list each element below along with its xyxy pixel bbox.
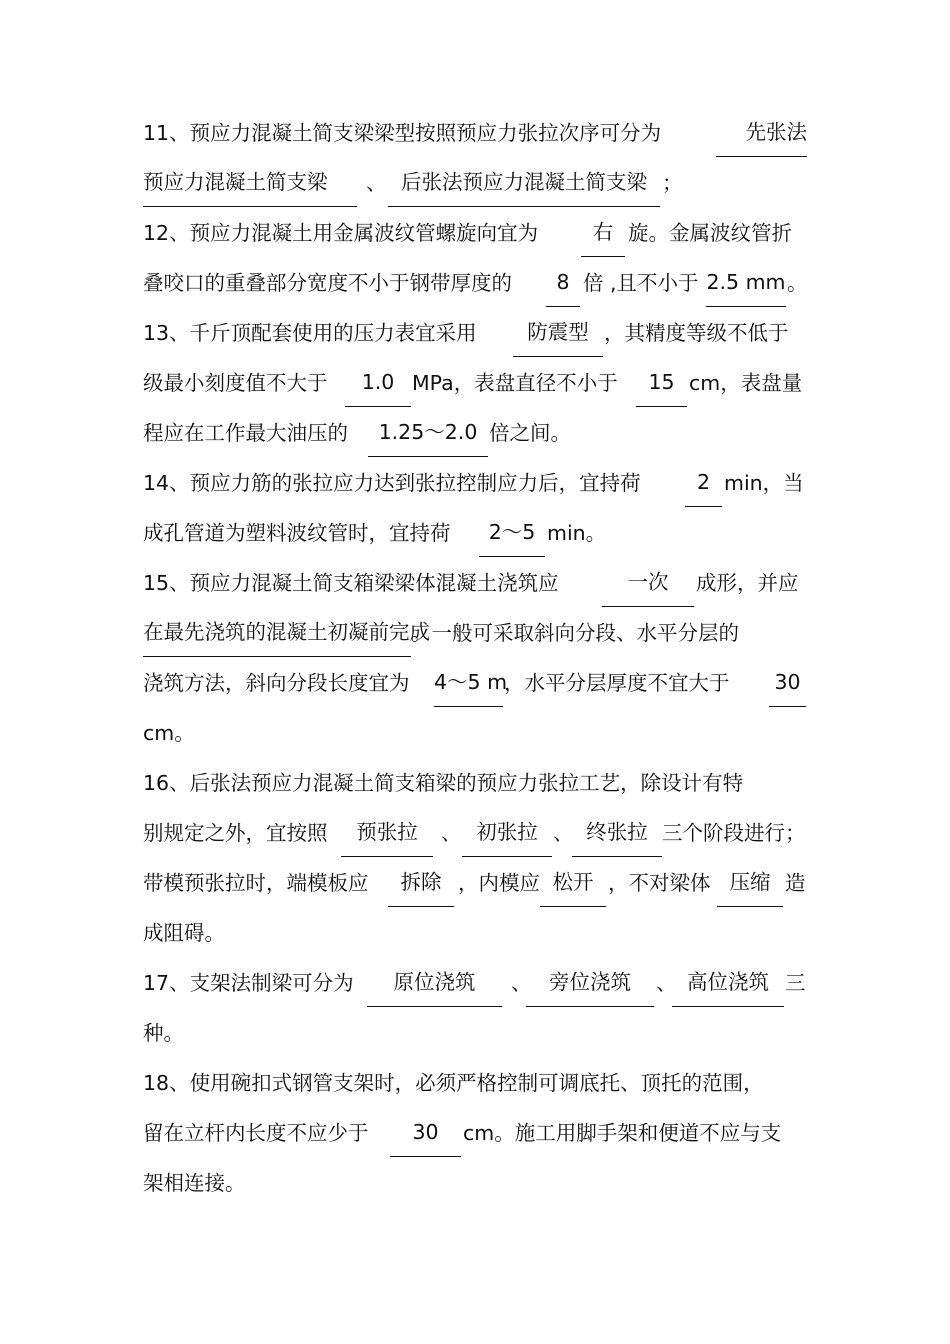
q15-line-2 (0, 608, 950, 658)
q15-answer-2: 在最先浇筑的混凝土初凝前完成 (143, 608, 411, 657)
q12-answer-3: 2.5 mm (706, 258, 786, 307)
q16-line-1 (0, 758, 950, 808)
q16-line-2 (0, 808, 950, 858)
q18-line-3 (0, 1158, 950, 1208)
q17-text: 、 (656, 971, 677, 995)
q17-line-2 (0, 1008, 950, 1058)
q18-text: cm。施工用脚手架和便道不应与支 (463, 1121, 782, 1145)
q14-line-1 (0, 458, 950, 508)
q14-text: 14、预应力筋的张拉应力达到张拉控制应力后，宜持荷 (143, 471, 641, 495)
q15-answer-1: 一次 (602, 558, 694, 607)
q11-line-1 (0, 108, 950, 158)
q13-text: cm，表盘量 (689, 371, 803, 395)
q16-text: 成阻碍。 (143, 921, 225, 945)
q16-text: 16、后张法预应力混凝土简支箱梁的预应力张拉工艺，除设计有特 (143, 771, 744, 795)
q11-answer-1b: 预应力混凝土简支梁 (143, 158, 357, 207)
q16-answer-1: 预张拉 (341, 808, 433, 857)
q12-line-1 (0, 208, 950, 258)
q12-text: 。 (787, 271, 808, 295)
q12-line-2 (0, 258, 950, 308)
q13-line-2 (0, 358, 950, 408)
q16-text: ，不对梁体 (608, 871, 711, 895)
q12-answer-1: 右 (581, 208, 625, 257)
q18-answer-1: 30 (390, 1108, 461, 1157)
q15-line-3 (0, 658, 950, 708)
q16-answer-2: 初张拉 (462, 808, 552, 857)
q12-answer-2: 8 (546, 258, 580, 307)
q16-line-3 (0, 858, 950, 908)
q13-line-3 (0, 408, 950, 458)
q11-text: 、 (366, 171, 387, 195)
q15-line-1 (0, 558, 950, 608)
q17-answer-3: 高位浇筑 (672, 958, 784, 1007)
q16-answer-3: 终张拉 (572, 808, 662, 857)
q11-answer-1a: 先张法 (716, 108, 807, 157)
q13-answer-4: 1.25～2.0 (368, 408, 488, 457)
q15-text: cm。 (143, 721, 195, 745)
q13-text: ，其精度等级不低于 (604, 321, 789, 345)
q17-answer-1: 原位浇筑 (367, 958, 502, 1007)
q16-text: 三个阶段进行； (662, 821, 806, 845)
q14-text: 成孔管道为塑料波纹管时，宜持荷 (143, 521, 451, 545)
q15-text: 成形，并应 (696, 571, 799, 595)
q17-text: 种。 (143, 1021, 184, 1045)
q17-line-1 (0, 958, 950, 1008)
q11-line-2 (0, 158, 950, 208)
q11-text: ； (662, 171, 683, 195)
q16-text: 别规定之外，宜按照 (143, 821, 328, 845)
q16-text: 、 (441, 821, 462, 845)
q12-text: 叠咬口的重叠部分宽度不小于钢带厚度的 (143, 271, 512, 295)
q16-answer-6: 压缩 (717, 858, 783, 907)
q18-text: 留在立杆内长度不应少于 (143, 1121, 369, 1145)
q14-answer-2: 2～5 (479, 508, 545, 557)
q17-text: 17、支架法制梁可分为 (143, 971, 354, 995)
q14-line-2 (0, 508, 950, 558)
q12-text: 倍 ,且不小于 (583, 271, 699, 295)
q16-text: ，内模应 (458, 871, 540, 895)
q18-line-2 (0, 1108, 950, 1158)
q13-answer-2: 1.0 (345, 358, 411, 407)
q18-text: 18、使用碗扣式钢管支架时，必须严格控制可调底托、顶托的范围， (143, 1071, 764, 1095)
q13-text: 13、千斤顶配套使用的压力表宜采用 (143, 321, 477, 345)
q13-answer-3: 15 (636, 358, 687, 407)
q14-text: min，当 (724, 471, 804, 495)
q15-answer-3: 4～5 m (434, 658, 503, 707)
q13-text: 程应在工作最大油压的 (143, 421, 348, 445)
q16-text: 、 (553, 821, 574, 845)
q13-answer-1: 防震型 (513, 308, 603, 357)
q16-line-4 (0, 908, 950, 958)
q13-text: MPa，表盘直径不小于 (412, 371, 618, 395)
q16-answer-5: 松开 (540, 858, 606, 907)
q18-line-1 (0, 1058, 950, 1108)
q15-text: 15、预应力混凝土简支箱梁梁体混凝土浇筑应 (143, 571, 559, 595)
q15-text: 。一般可采取斜向分段、水平分层的 (411, 621, 739, 645)
q16-answer-4: 拆除 (388, 858, 454, 907)
q15-line-4 (0, 708, 950, 758)
q13-text: 倍之间。 (489, 421, 571, 445)
q17-answer-2: 旁位浇筑 (526, 958, 654, 1007)
q17-text: 三 (785, 971, 806, 995)
q11-text: 11、预应力混凝土简支梁梁型按照预应力张拉次序可分为 (143, 121, 662, 145)
q13-line-1 (0, 308, 950, 358)
q14-text: min。 (547, 521, 607, 545)
q16-text: 带模预张拉时，端模板应 (143, 871, 369, 895)
q18-text: 架相连接。 (143, 1171, 246, 1195)
q13-text: 级最小刻度值不大于 (143, 371, 328, 395)
q15-answer-4: 30 (769, 658, 806, 707)
q14-answer-1: 2 (685, 458, 722, 507)
q15-text: 浇筑方法，斜向分段长度宜为 (143, 671, 410, 695)
q15-text: ，水平分层厚度不宜大于 (504, 671, 730, 695)
q16-text: 造 (785, 871, 806, 895)
q11-answer-2: 后张法预应力混凝土简支梁 (388, 158, 660, 207)
q12-text: 12、预应力混凝土用金属波纹管螺旋向宜为 (143, 221, 539, 245)
q17-text: 、 (511, 971, 532, 995)
q12-text: 旋。金属波纹管折 (628, 221, 792, 245)
